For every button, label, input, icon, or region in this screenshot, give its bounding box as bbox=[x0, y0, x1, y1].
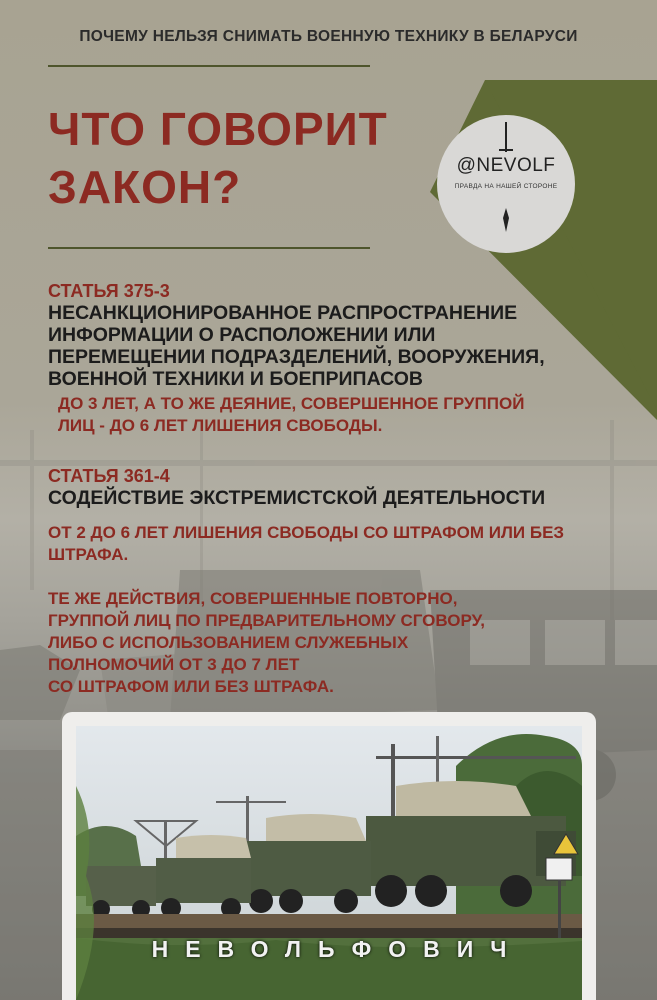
article-1-penalty-line: ДО 3 ЛЕТ, А ТО ЖЕ ДЕЯНИЕ, СОВЕРШЕННОЕ ГРУППОЙ bbox=[58, 394, 525, 413]
page-title bbox=[48, 100, 388, 216]
top-divider bbox=[48, 65, 370, 67]
article-2-number: СТАТЬЯ 361-4 bbox=[48, 466, 170, 486]
article-2-title-line: СОДЕЙСТВИЕ ЭКСТРЕМИСТСКОЙ ДЕЯТЕЛЬНОСТИ bbox=[48, 487, 546, 509]
dagger-icon bbox=[496, 122, 516, 234]
article-2-penalty-line: ШТРАФА. bbox=[48, 545, 129, 564]
poster-subtitle: ПОЧЕМУ НЕЛЬЗЯ СНИМАТЬ ВОЕННУЮ ТЕХНИКУ В БЕЛАРУСИ bbox=[79, 28, 578, 45]
article-1-title-line: ВОЕННОЙ ТЕХНИКИ И БОЕПРИПАСОВ bbox=[48, 368, 424, 390]
title-line-1: ЧТО ГОВОРИТ bbox=[48, 103, 388, 155]
article-2-penalty bbox=[48, 522, 564, 566]
article-1-title-line: ИНФОРМАЦИИ О РАСПОЛОЖЕНИИ ИЛИ bbox=[48, 324, 436, 346]
article-2-penalty2-line: ТЕ ЖЕ ДЕЙСТВИЯ, СОВЕРШЕННЫЕ ПОВТОРНО, bbox=[48, 589, 458, 608]
article-2-penalty2-line: ПОЛНОМОЧИЙ ОТ 3 ДО 7 ЛЕТ bbox=[48, 655, 300, 674]
article-1-title bbox=[48, 302, 545, 390]
article-1-penalty-line: ЛИЦ - ДО 6 ЛЕТ ЛИШЕНИЯ СВОБОДЫ. bbox=[58, 416, 383, 435]
logo-name: @NEVOLF bbox=[456, 155, 556, 176]
logo-tagline: ПРАВДА НА НАШЕЙ СТОРОНЕ bbox=[454, 183, 558, 190]
article-2-penalty2-line: ЛИБО С ИСПОЛЬЗОВАНИЕМ СЛУЖЕБНЫХ bbox=[48, 633, 409, 652]
article-2-penalty2-line: СО ШТРАФОМ ИЛИ БЕЗ ШТРАФА. bbox=[48, 677, 334, 696]
article-2-penalty2-line: ГРУППОЙ ЛИЦ ПО ПРЕДВАРИТЕЛЬНОМУ СГОВОРУ, bbox=[48, 611, 485, 630]
article-2-title bbox=[48, 487, 545, 509]
article-1-penalty bbox=[58, 393, 524, 437]
article-1-number: СТАТЬЯ 375-3 bbox=[48, 281, 170, 301]
article-1-title-line: НЕСАНКЦИОНИРОВАННОЕ РАСПРОСТРАНЕНИЕ bbox=[48, 302, 518, 324]
article-2-aggravated-penalty bbox=[48, 588, 485, 698]
bottom-divider bbox=[48, 247, 370, 249]
article-1-title-line: ПЕРЕМЕЩЕНИИ ПОДРАЗДЕЛЕНИЙ, ВООРУЖЕНИЯ, bbox=[48, 346, 545, 368]
article-2-penalty-line: ОТ 2 ДО 6 ЛЕТ ЛИШЕНИЯ СВОБОДЫ СО ШТРАФОМ ИЛИ БЕЗ bbox=[48, 523, 565, 542]
photo-caption: НЕВОЛЬФОВИЧ bbox=[151, 936, 524, 962]
title-line-2: ЗАКОН? bbox=[48, 161, 242, 213]
